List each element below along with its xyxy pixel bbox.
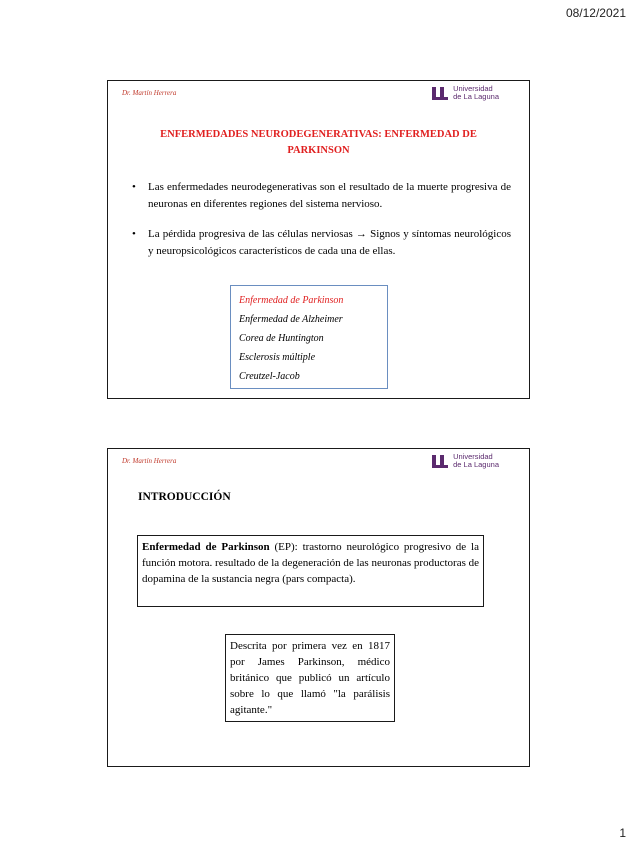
slide-title: INTRODUCCIÓN [138,491,231,503]
definition-box [137,535,484,607]
slide-title: ENFERMEDADES NEURODEGENERATIVAS: ENFERMEDAD DE PARKINSON [160,129,477,156]
logo-line-2: de La Laguna [453,460,499,469]
logo-text [453,85,499,101]
disease-list-box [230,285,388,389]
university-logo [431,85,499,101]
slide-author: Dr. Martín Herrera [122,457,177,465]
university-logo-icon [431,85,449,101]
definition-text: (EP): trastorno neurológico progresivo de la función motora. resultado de la degeneración de las neuronas productoras de dopamina de la sustancia negra (pars compacta). [142,541,479,585]
page-number: 1 [619,826,626,840]
university-logo [431,453,499,469]
definition-term: Enfermedad de Parkinson [142,541,270,553]
history-box: Descrita por primera vez en 1817 por James Parkinson, médico británico que publicó un artículo sobre lo que llamó "la parálisis agitante." [225,634,395,722]
logo-line-2: de La Laguna [453,92,499,101]
page-date: 08/12/2021 [565,6,626,20]
bullet-item: • Las enfermedades neurodegenerativas son el resultado de la muerte progresiva de neuronas en diferentes regiones del sistema nervioso. [130,179,511,213]
disease-item-creutzel: Creutzel-Jacob [239,371,300,382]
slide-1 [107,80,530,399]
bullet-item: • La pérdida progresiva de las células nerviosas → Signos y síntomas neurológicos y neuropsicológicos característicos de cada una de ellas. [130,226,511,260]
logo-line-1: Universidad [453,452,493,461]
slide-author: Dr. Martín Herrera [122,89,177,97]
disease-item-parkinson: Enfermedad de Parkinson [239,295,344,306]
logo-text [453,453,499,469]
bullet-list [130,179,511,273]
disease-item-huntington: Corea de Huntington [239,333,324,344]
logo-line-1: Universidad [453,84,493,93]
university-logo-icon [431,453,449,469]
disease-item-esclerosis: Esclerosis múltiple [239,352,316,363]
slide-2 [107,448,530,767]
disease-item-alzheimer: Enfermedad de Alzheimer [239,314,343,325]
